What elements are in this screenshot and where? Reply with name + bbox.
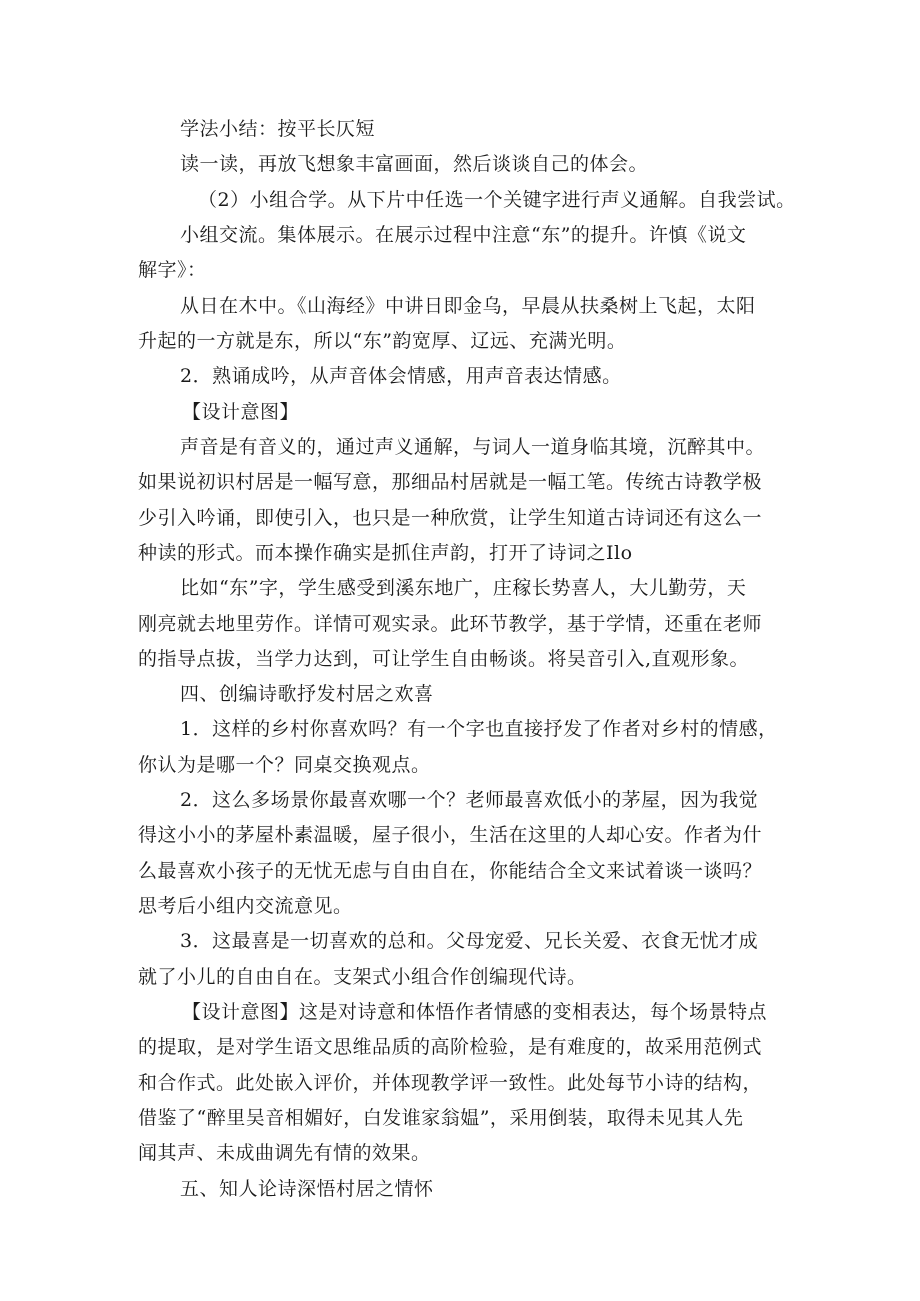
text-line-item-3-joy: 3．这最喜是一切喜欢的总和。父母宠爱、兄长关爱、衣食无忧才成 bbox=[180, 930, 759, 952]
text-line-group-study: （2）小组合学。从下片中任选一个关键字进行声义通解。自我尝试。 bbox=[198, 189, 796, 211]
text-line-shuowen: 解字》： bbox=[138, 259, 207, 281]
text-line-carefree: 么最喜欢小孩子的无忧无虑与自由自在，你能结合全文来试着谈一谈吗？ bbox=[138, 860, 763, 882]
text-line-discussion: 思考后小组内交流意见。 bbox=[138, 895, 353, 917]
text-line-sound-meaning: 声音是有音义的，通过声义通解，与词人一道身临其境，沉醉其中。 bbox=[180, 436, 766, 458]
text-line-east-meaning: 升起的一方就是东，所以“东”韵宽厚、辽远、充满光明。 bbox=[138, 330, 627, 352]
text-line-group-exchange: 小组交流。集体展示。在展示过程中注意“东”的提升。许慎《说文 bbox=[180, 224, 747, 246]
section-heading-five: 五、知人论诗深悟村居之情怀 bbox=[180, 1178, 434, 1200]
text-line-chanting: 少引入吟诵，即使引入，也只是一种欣赏，让学生知道古诗词还有这么一 bbox=[138, 507, 763, 529]
text-line-thatched-hut: 得这小小的茅屋朴素温暖，屋子很小，生活在这里的人却心安。作者为什 bbox=[138, 824, 763, 846]
text-line-field-work: 刚亮就去地里劳作。详情可观实录。此环节教学，基于学情，还重在老师 bbox=[138, 613, 763, 635]
section-heading-design-intent: 【设计意图】 bbox=[182, 401, 300, 423]
text-line-first-impression: 如果说初识村居是一幅写意，那细品村居就是一幅工笔。传统古诗教学极 bbox=[138, 471, 763, 493]
text-line-study-summary: 学法小结：按平长仄短 bbox=[180, 118, 376, 140]
text-line-reading-form: 种读的形式。而本操作确实是抓住声韵，打开了诗词之Ilo bbox=[138, 542, 633, 564]
text-line-read: 读一读，再放飞想象丰富画面，然后谈谈自己的体会。 bbox=[180, 153, 649, 175]
text-line-item-2-scene: 2．这么多场景你最喜欢哪一个？老师最喜欢低小的茅屋，因为我觉 bbox=[180, 789, 759, 811]
text-line-freedom: 就了小儿的自由自在。支架式小组合作创编现代诗。 bbox=[138, 966, 587, 988]
text-line-effect: 闻其声、未成曲调先有情的效果。 bbox=[138, 1142, 431, 1164]
text-line-guidance: 的指导点拔，当学力达到，可让学生自由畅谈。将吴音引入,直观形象。 bbox=[138, 648, 750, 670]
text-line-item-1-village: 1．这样的乡村你喜欢吗？有一个字也直接抒发了作者对乡村的情感， bbox=[180, 718, 778, 740]
section-heading-four: 四、创编诗歌抒发村居之欢喜 bbox=[180, 683, 434, 705]
text-line-which-one: 你认为是哪一个？同桌交换观点。 bbox=[138, 754, 431, 776]
text-line-extraction: 的提取，是对学生语文思维品质的高阶检验，是有难度的，故采用范例式 bbox=[138, 1036, 763, 1058]
text-line-shanhaijing: 从日在木中。《山海经》中讲日即金乌，早晨从扶桑树上飞起，太阳 bbox=[180, 295, 756, 317]
text-line-design-intent-2: 【设计意图】这是对诗意和体悟作者情感的变相表达，每个场景特点 bbox=[182, 1001, 768, 1023]
text-line-east-example: 比如“东”字，学生感受到溪东地广，庄稼长势喜人，大儿勤劳，天 bbox=[180, 577, 747, 599]
text-line-cooperation: 和合作式。此处嵌入评价，并体现教学评一致性。此处每节小诗的结构， bbox=[138, 1072, 763, 1094]
text-line-inversion: 借鉴了“醉里吴音相媚好，白发谁家翁媪”，采用倒装，取得未见其人先 bbox=[138, 1107, 744, 1129]
text-line-item-2-recite: 2．熟诵成吟，从声音体会情感，用声音表达情感。 bbox=[180, 365, 622, 387]
